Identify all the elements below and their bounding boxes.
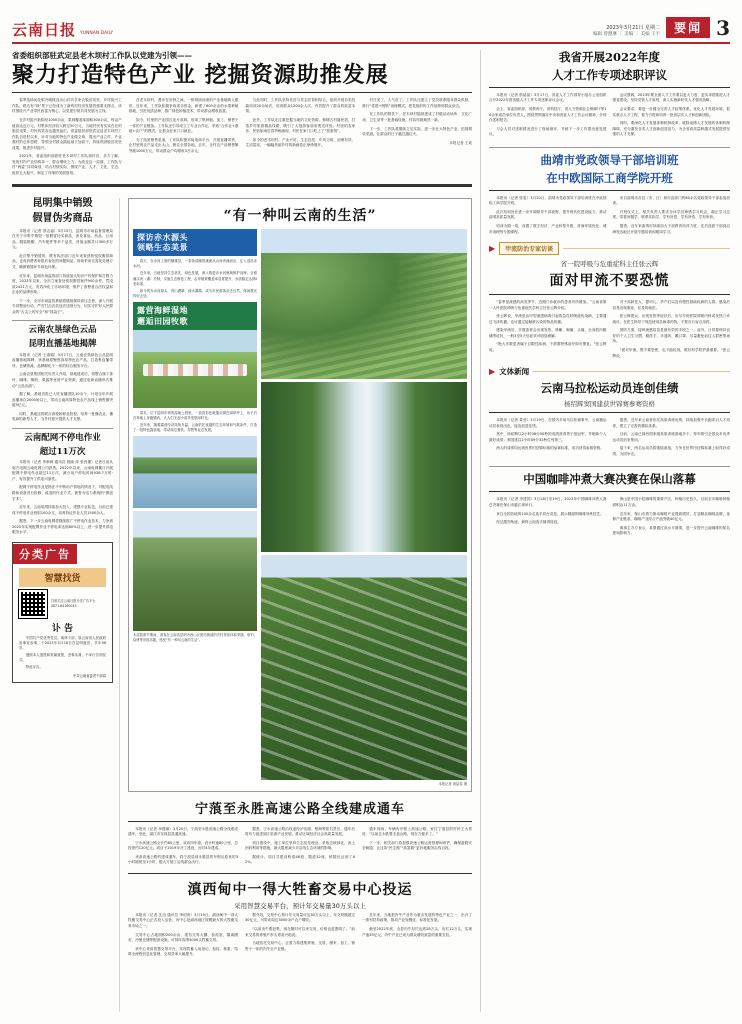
lead-column-2 bbox=[129, 98, 239, 179]
paragraph: 对于高龄老人、婴幼儿、孕产妇以及有慢性基础疾病的人群，感染后容易出现重症，应及时就医。 bbox=[612, 300, 730, 310]
divider bbox=[489, 412, 730, 413]
divider bbox=[563, 248, 730, 249]
ads-phone: 0871-64160045 bbox=[51, 603, 77, 608]
ads-banner-sub: 扫码关注云南日报分类广告平台 bbox=[51, 599, 96, 604]
paragraph: 目前，云南已拥有国家级高原训练基地多个，每年吸引全国众多优秀运动员前来集训。 bbox=[612, 432, 730, 442]
paragraph: 周末，位于昆明市郊的湿地公园里，一顶顶彩色帐篷点缀在绿草坪上，孩子们在草地上奔跑嬉戏，大人们支起小桌享受悠闲时光。 bbox=[133, 410, 257, 420]
paragraph: 近年来，当地把肉牛产业作为重点发展的特色产业之一，出台了一系列扶持政策，推动产业规模化、标准化发展。 bbox=[362, 912, 472, 923]
photo-waterfall bbox=[261, 382, 467, 552]
article-column-1 bbox=[489, 300, 607, 362]
paragraph: 据统计，项目共建设桥梁48座、隧道12座，桥隧比达到了62%。 bbox=[245, 854, 355, 865]
issue-date: 2023年3月21日 星期二 bbox=[606, 24, 661, 31]
paragraph: 本报讯（记者 李承韩 通讯员 段晓 萍 张晋婕）记者日前从南方电网云南电网公司获悉，2022年以来，云南电网累计开展配网不停电作业超过11万次，减少用户停电时间938.7万时·户，有效提升了供电可靠性。 bbox=[12, 460, 113, 481]
article-column-1 bbox=[128, 827, 238, 869]
paragraph: 据介绍，交易中心预计年交易量可达30万头以上，年交易额超过30亿元，可带动周边3000余户农户增收。 bbox=[245, 912, 355, 923]
photo-caption: 本届旅游节期间，游客在云南省昆明市西山区团结街道的乡村民宿体验采摘、垂钓、烧烤等田园乐趣，感受“有一种叫云南的生活”。 bbox=[133, 633, 257, 642]
brief-headline-line1: 云南农垦绿色云品 bbox=[28, 325, 97, 336]
paragraph: 两人的成绩均达到世界田径锦标赛的参赛标准，成功获得参赛资格。 bbox=[496, 446, 604, 451]
paragraph: 如今，村里的产业园区连片成林，形成了集种植、加工、销售于一体的产业链条。工作队还引导成立了专业合作社，采取“合作社+基地+农户”的模式，让群众在家门口就业。 bbox=[128, 117, 239, 134]
lead-headline: 聚力打造特色产业 挖掘资源助推发展 bbox=[12, 62, 389, 88]
brief-headline-line2: 超过11万次 bbox=[39, 446, 86, 457]
section-tag-flu bbox=[489, 242, 730, 255]
article-column-2 bbox=[613, 497, 731, 539]
classified-ads-box bbox=[12, 542, 113, 683]
section-label: 文体新闻 bbox=[499, 367, 530, 377]
page-number: 3 bbox=[716, 16, 730, 40]
article-column-2 bbox=[245, 827, 355, 869]
article-talent-review bbox=[489, 50, 730, 141]
paragraph: 据悉，近年来曲靖市持续加大干部教育培训力度，先后选派干部到沿海发达地区开展专题培训和跟岗学习。 bbox=[612, 223, 730, 234]
publication-logo: 云南日报 bbox=[12, 21, 77, 39]
paragraph: 下一步，全市市场监管系统将继续保持高压态势，深入开展专项整治行动，严厉打击各类违法违规行为，切实守护好人民群众的“舌尖上的安全”和“钱袋子”。 bbox=[12, 298, 113, 314]
paragraph: 接下来，两名运动员将继续备战，力争在世界田径锦标赛上取得好成绩，为国争光。 bbox=[612, 446, 730, 456]
article-qujing-training bbox=[489, 153, 730, 238]
feature-right-column bbox=[261, 229, 467, 787]
page-body bbox=[12, 50, 730, 1012]
article-headline: 中国咖啡冲煮大赛决赛在保山落幕 bbox=[523, 472, 696, 487]
article-headline: 滇西甸中一得大牲畜交易中心投运 bbox=[187, 881, 413, 898]
paragraph: 交易中心占地面积200余亩，建有交易大棚、检疫室、隔离圈舍、冷链仓储等配套设施，可同时容纳5000头牲畜交易。 bbox=[128, 932, 238, 943]
paragraph: 此次培训旨在进一步开阔领导干部视野，提升现代化建设能力，推动曲靖高质量发展。 bbox=[489, 209, 607, 220]
paragraph: 本报讯（记者 沈迅 通讯员 李绍贵）3月19日，滇西甸中一得大牲畜交易中心正式投入运营，该中心是滇西地区规模最大的大牲畜交易市场之一。 bbox=[128, 912, 238, 929]
lead-column-3 bbox=[246, 98, 356, 179]
paragraph: 春天，赤水河上游的镇雄县，一条条清澈的溪流从山间奔涌而出，汇入滔滔赤水河。 bbox=[133, 259, 257, 269]
article-headline: 宁蒗至永胜高速公路全线建成通车 bbox=[194, 801, 405, 817]
paragraph: “春季是流感的高发季节，近期门诊就诊的患者有所增加。”云南省第一人民医院呼吸与危重症医学科主任张云辉介绍。 bbox=[489, 300, 607, 310]
brief-headline-line1: 云南配网不停电作业 bbox=[24, 432, 101, 443]
photo-forest-trail bbox=[261, 555, 467, 780]
article-flu-interview bbox=[489, 259, 730, 362]
divider bbox=[489, 190, 730, 191]
photo-camping-wetland bbox=[133, 330, 257, 408]
divider bbox=[489, 294, 730, 295]
paragraph: 近年来，随着露营经济持续升温，云南依托优越的生态环境和气候条件，打造了一批特色露营地，带动周边餐饮、零售等业态发展。 bbox=[133, 422, 257, 432]
paragraph: 配网不停电作业是指在不中断用户供电的情况下，对配电线路和设备进行检修、改造的作业方式，被誉为电力系统的“微创手术”。 bbox=[12, 485, 113, 501]
paragraph: 本报讯（记者 李建国）3月18日至19日，2023年中国咖啡冲煮大赛总决赛在保山市潞江坝举行。 bbox=[489, 497, 607, 507]
classified-ads-body bbox=[13, 564, 112, 682]
paragraph: 春季造绿闲花银冷暖桃连出山村共享来农脱贫攻坚，乡村振兴工作队，路边有“绿”景下已经成为了新的村经济发展的重要支撑点，该村围绕兴产业带民致富为核心，以党建引领共同发展为主线。 bbox=[12, 98, 122, 114]
brief-article-2 bbox=[12, 325, 113, 422]
article-headline-line2: 人才工作专项述职评议 bbox=[552, 67, 667, 82]
paragraph: 赛事主办方表示，希望通过高水平赛事，进一步提升云南咖啡的知名度和影响力。 bbox=[612, 525, 730, 536]
article-column-2 bbox=[613, 196, 731, 238]
article-headline-line1: 云南马拉松运动员连创佳绩 bbox=[540, 381, 679, 396]
paragraph: 此次集中销毁的，既有执法部门近年来查获的侵权假冒商品，也有消费者举报后查处的问题商品。现场采用无害化处理方式，确保销毁环节绿色环保。 bbox=[12, 253, 113, 269]
paragraph: 中国共产党优秀党员、离休干部，原云南省人民政府参事室参事，于2023年3月18日在昆明逝世，享年96岁。 bbox=[19, 635, 106, 651]
article-ninglang-highway bbox=[128, 798, 472, 869]
paragraph: 开班仪式上，相关负责人要求全体学员珍惜学习机会，端正学习态度，带着问题学、联系实际学，学有所思、学有所悟、学有所获。 bbox=[612, 209, 730, 220]
divider bbox=[489, 87, 730, 88]
band-line1: 探访赤水源头 bbox=[137, 231, 188, 242]
ads-banner-title: 智慧找货 bbox=[44, 573, 81, 584]
article-column-3 bbox=[362, 827, 472, 869]
article-subheadline: 采用智慧交易平台，预计年交易量30万头以上 bbox=[234, 901, 366, 910]
article-headline: 面对甲流不要恐慌 bbox=[549, 273, 670, 290]
section-badge: 要闻 bbox=[666, 17, 710, 38]
left-region bbox=[12, 50, 472, 1012]
paragraph: 如今的老木坝村，产业兴旺、生态宜居、乡风文明、治理有效、生活富裕，一幅幅美丽乡村的新画卷正徐徐展开。 bbox=[245, 137, 356, 148]
brief-headline-line2: 假冒伪劣商品 bbox=[32, 213, 93, 225]
divider bbox=[489, 147, 730, 148]
paragraph: “绝大多数患者属于自限性疾病，不需要特殊治疗即可康复。”张云辉说。 bbox=[489, 342, 607, 352]
divider bbox=[128, 821, 472, 822]
paragraph: 与此同时，工作队坚持扶贫与扶志扶智相结合，组织开展各类技能培训20余场次，培训群众1200余人次，有效提升了群众的致富本领。 bbox=[245, 98, 356, 114]
divider bbox=[489, 491, 730, 492]
paragraph: 培训为期一周，设置了数字经济、产业转型升级、营商环境优化、城市治理等专题课程。 bbox=[489, 223, 607, 234]
divider bbox=[489, 466, 730, 467]
paragraph: 近年来，保山市着力推动咖啡产业提质增效，打造精品咖啡品牌，延伸产业链条，咖啡产业综合产值突破40亿元。 bbox=[612, 511, 730, 522]
paragraph: 村庄美了，人气旺了。工作队还建立了党员联系服务群众机制，推行“党建+网格”治理模式，把党组织的工作延伸到群众身边。 bbox=[362, 98, 472, 108]
paragraph: 经过激烈角逐，最终云南选手摘得桂冠。 bbox=[496, 520, 561, 525]
article-column-1 bbox=[489, 93, 607, 141]
classified-ads-header: 分类广告 bbox=[13, 544, 77, 564]
band-line2: 领略生态美景 bbox=[137, 242, 188, 253]
feature-band-2 bbox=[133, 302, 257, 330]
masthead-right bbox=[593, 17, 730, 38]
photo-credit: 本报记者 黄喆春 摄 bbox=[438, 781, 467, 786]
paragraph: 该中心采用智慧交易平台，实现牲畜入场登记、检疫、称重、结算全流程信息化管理，交易效率大幅提升。 bbox=[128, 946, 238, 957]
article-coffee-brewing bbox=[489, 472, 730, 539]
paragraph: 2021年，省委组织部派驻老木坝村工作队到村后，多方了解，发现村内产业结构单一，群众增收乏力。为改变这一局面，工作队与村“两委”共同谋划，结合村情实际，围绕产业、人才、文化、生态、组织五大振兴，制定了详细的发展规划。 bbox=[12, 154, 122, 176]
paragraph: 下一步，相关部门将加强高速公路运营管理和养护，确保道路安全畅通，让这条“民生路”“致富路”更好地服务沿线百姓。 bbox=[362, 840, 472, 851]
paragraph: 此外，工作队还注重挖掘当地的文化资源，修缮古村落民居，打造乡村旅游精品线路，吸引了大批游客前来观光体验。村里的农家乐、民宿如雨后春笋般涌现，村民在家门口吃上了“旅游饭”。 bbox=[245, 117, 356, 134]
paragraph: 来自全国各地的100余名选手同台竞技，展示精湛的咖啡冲煮技艺。 bbox=[496, 511, 604, 516]
right-region bbox=[480, 50, 730, 1012]
paragraph: 如今的赤水河源头，青山叠翠、绿水潺潺，成为市民游客亲近自然、休闲观光的好去处。 bbox=[133, 288, 257, 298]
paragraph: 本报讯（记者 王淑娟）3月17日，云南农垦绿色云品昆明直播基地揭牌，该基地将聚焦高原特色农产品，打造集直播带货、仓储物流、品牌孵化于一体的综合服务平台。 bbox=[12, 352, 113, 368]
paragraph: 为了拓宽销售渠道，工作队积极对接电商平台，开展直播带货，让村里的农产品走出大山，销往全国各地。去年，全村农产品销售额突破1000万元，带动群众户均增收3万余元。 bbox=[128, 137, 239, 153]
article-column-2 bbox=[613, 418, 731, 460]
brief-headline-line1: 昆明集中销毁 bbox=[32, 197, 93, 209]
paragraph: 本报讯（记者 李捷瑜）3月20日，宁蒗至永胜高速公路全线建成通车，至此，丽江市实现县县通高速。 bbox=[128, 826, 238, 837]
divider bbox=[12, 320, 113, 321]
paragraph: 宁永高速公路全长约80公里，双向四车道，设计时速80公里，总投资约120亿元。项目于2019年开工建设，历时4年建成。 bbox=[128, 840, 238, 851]
triangle-marker-icon: ▶ bbox=[489, 244, 496, 254]
editor-credits: 编辑 曾滟淋 ｜ 美编 ｜ 美编 王宇 bbox=[592, 31, 661, 37]
article-kicker: 省一院呼吸与危重症科主任张云辉 bbox=[560, 260, 659, 269]
paragraph: 特此讣告。 bbox=[25, 665, 43, 670]
paragraph: 会议要求，要进一步健全完善人才政策体系，优化人才发展环境，抓实重点人才工程，着力引进和培养一批高层次人才和创新团队。 bbox=[612, 107, 730, 117]
publication-logo-sub: YUNNAN DAILY bbox=[80, 31, 114, 37]
paragraph: 下一步，工作队将继续立足实际，进一步壮大特色产业，拓展增收渠道，让群众的日子越过越红火。 bbox=[362, 126, 472, 137]
qr-code-icon bbox=[19, 590, 47, 618]
article-column-2 bbox=[245, 913, 355, 961]
article-subheadline: 杨绍辉窦国建获世锦赛参赛资格 bbox=[564, 400, 655, 409]
paragraph: 通车现场，车辆有序驶上高速公路。家住宁蒗县的村民王大哥说：“以前去永胜要走盘山路，现在方便多了。” bbox=[362, 826, 472, 837]
paragraph: “面对甲流，既不要恐慌，也不能轻视，做好科学防护最重要。”张云辉说。 bbox=[612, 348, 730, 358]
article-column-2 bbox=[613, 93, 731, 141]
brief-headline-line2: 昆明直播基地揭牌 bbox=[28, 339, 97, 350]
paragraph: 在乡村振兴新阶段1000余亩，果林覆盖率面积300余亩，每亩产值高达近万元，村集体经济收入跨过50万元，当地村民有实实在在的脱贫成果，村民的笑容也越发灿烂。省委组织部驻武定县老木坝村工作队自进驻以来，针对当地的特色产业做文章，提出产业立村、产业强村的总体思路，带领全村群众撸起袖子加油干，持续巩固脱贫攻坚成果，推进乡村振兴。 bbox=[12, 117, 122, 150]
article-column-1 bbox=[489, 418, 607, 460]
paragraph: 感染甲流后，多数患者会出现发热、咳嗽、咽痛、头痛、全身肌肉酸痛等症状，一般3至5天后症状可明显缓解。 bbox=[489, 328, 607, 338]
article-headline-line2: 在中欧国际工商学院开班 bbox=[546, 170, 673, 185]
band-line1: 露营海鲜湿地 bbox=[137, 304, 188, 315]
divider bbox=[128, 873, 472, 874]
paragraph: “以前卖牛要赶集，现在随时可以来交易，价格也更透明了。”前来交易的养殖户李大哥高兴地说。 bbox=[245, 927, 355, 937]
paragraph: 张云辉建议，出现发热等症状后，应尽早到医院呼吸内科或发热门诊就诊，在医生指导下规范使用抗病毒药物，不要自行盲目用药。 bbox=[612, 314, 730, 324]
article-column-3 bbox=[362, 913, 472, 961]
paragraph: 在老木坝村，漫步在田野之间，一排排绿油油的产业基地映入眼帘。近年来，工作队积极争取项目资金，新建了600余亩的水果种植基地，引进优质品种，推广绿色种植技术，带动群众增收致富。 bbox=[128, 98, 239, 114]
paragraph: 近年来，云南电网持续加大投入，建强专业队伍，目前已建成不停电作业班组100余支，培养持证作业人员1500余人。 bbox=[12, 505, 113, 515]
paragraph: 保山是中国小粒咖啡的重要产区，种植历史悠久，目前全市咖啡种植面积达11万亩。 bbox=[612, 497, 730, 507]
lead-column-4 bbox=[362, 98, 472, 179]
paragraph: 据了解，基地首批已入驻直播团队10余个，计划全年开展直播场次2000场以上，带动云南高原特色农产品线上销售额突破5亿元。 bbox=[12, 392, 113, 408]
brief-article-3 bbox=[12, 433, 113, 536]
paragraph: 当地依托交易中心，正着力构建集养殖、交易、屠宰、加工、销售于一体的肉牛全产业链。 bbox=[245, 941, 355, 951]
paragraph: 项目建设中，施工单位坚持生态优先理念，采取边坡绿化、表土回收利用等措施，最大限度减少对沿线生态环境的影响。 bbox=[245, 840, 355, 851]
left-lower bbox=[12, 198, 472, 1012]
paragraph: 其中，杨绍辉以2小时08分50秒的成绩获得男子组冠军，并刷新个人最好成绩；窦国建以2小时09分32秒位列第三。 bbox=[489, 432, 607, 442]
photo-lake bbox=[133, 436, 257, 508]
article-headline-line1: 曲靖市党政领导干部培训班 bbox=[540, 152, 679, 167]
section-tag-culture-sports bbox=[489, 366, 730, 377]
paragraph: 在工作队的帮扶下，老木坝村陆续建成了村级活动场所、文化广场、卫生室等一批基础设施，村容村貌焕然一新。 bbox=[362, 112, 472, 122]
article-column-1 bbox=[489, 196, 607, 238]
article-livestock-market bbox=[128, 879, 472, 961]
lead-column-1 bbox=[12, 98, 122, 179]
feature-left-column bbox=[133, 229, 257, 787]
paragraph: 来自曲靖市各县（市、区）和市直部门的60余名党政领导干部参加培训。 bbox=[612, 195, 730, 206]
feature-band-1 bbox=[133, 229, 257, 257]
paragraph: 近年来，昆明市场监管部门持续加大知识产权保护和打假力度，2022年以来，全市立案查处侵权假冒案件900余件，罚没款2421万元，有效净化了市场环境，维护了消费者合法权益和企业的品牌形象。 bbox=[12, 273, 113, 295]
brief-article-1 bbox=[12, 198, 113, 316]
paragraph: 本报讯（记者 张雯）3月20日，曲靖市党政领导干部培训班在中欧国际工商学院开班。 bbox=[489, 195, 607, 206]
lead-byline: 本报记者 王欢 bbox=[449, 140, 472, 145]
divider bbox=[12, 428, 113, 429]
lead-kicker: 省委组织部驻武定县老木坝村工作队以党建为引领—— bbox=[12, 51, 192, 60]
paragraph: 张云辉说，甲流是由甲型流感病毒引起的急性呼吸道传染病，主要通过飞沫传播，也可通过接触被污染的物品传播。 bbox=[489, 314, 607, 324]
briefs-column bbox=[12, 198, 120, 1012]
section-tag-label: 甲流防治专家访谈 bbox=[499, 242, 559, 255]
photo-feature bbox=[128, 198, 472, 792]
paragraph: 同时，要深化人才发展体制机制改革，破除束缚人才发展的体制机制障碍，充分激发各类人才创新创造活力，为全省高质量跨越式发展提供坚强的人才支撑。 bbox=[612, 121, 730, 137]
ads-item-signature: 中共云南省委老干部局 bbox=[73, 673, 106, 678]
paragraph: 据悉，宁永高速公路沿线途经泸沽湖、程海等知名景区，通车后将有力促进丽江旅游产业发展，推动区域经济社会高质量发展。 bbox=[245, 826, 355, 837]
paragraph: 与会人员对述职情况进行了现场测评，并就下一步工作提出意见建议。 bbox=[489, 126, 607, 137]
band-line2: 邂逅田园牧歌 bbox=[137, 315, 188, 326]
feature-body bbox=[133, 229, 467, 787]
photo-mountain-terrace bbox=[261, 229, 467, 379]
feature-headline: “有一种叫云南的生活” bbox=[223, 207, 377, 224]
paragraph: 同时，基地还将联合高校和职业院校，培养一批懂农业、懂电商的新型人才，为乡村振兴提供人才支撑。 bbox=[12, 411, 113, 422]
divider bbox=[12, 184, 472, 187]
lead-article bbox=[12, 50, 472, 180]
paragraph: 会议强调，2023年要全面人才工作要以更大力度、更实举措推进人才强省建设，坚持党管人才原则，深入实施新时代人才强省战略。 bbox=[612, 92, 730, 103]
divider bbox=[12, 92, 472, 93]
paragraph: 预防方面，接种流感疫苗是最有效的手段之一。此外，日常要保持良好的个人卫生习惯，勤洗手、多通风、戴口罩，尽量避免前往人群密集场所。 bbox=[612, 328, 730, 344]
masthead-meta bbox=[593, 25, 660, 38]
paragraph: 云南农垦集团相关负责人介绍，基地建成后，将整合旗下茶叶、咖啡、橡胶、果蔬等优势产业资源，通过电商直播形式推动“云品出滇”。 bbox=[12, 372, 113, 388]
paragraph: 据悉，下一步云南电网将继续推广不停电作业技术，力争到2025年实现配网作业不停电率达到80%以上，进一步提升供电服务水平。 bbox=[12, 519, 113, 535]
masthead-logo-group bbox=[12, 23, 113, 38]
article-headline-line1: 我省开展2022年度 bbox=[558, 50, 660, 64]
paragraph: 本报讯（记者 茶志福）3月15日，昆明市市场监督管理局在安宁市集中销毁一批假冒伪劣商品，涉及食品、药品、日用品、服装鞋帽、汽车配件等多个品类，货值金额共计300多万元。 bbox=[12, 228, 113, 250]
ads-item-title: 讣 告 bbox=[51, 623, 74, 634]
article-column-1 bbox=[489, 497, 607, 539]
paragraph: 该条高速公路的建成通车，将宁蒗县到永胜县的车程从原来的3小时缩短至1小时，极大方便了沿线群众出行。 bbox=[128, 854, 238, 865]
paragraph: 截至2022年底，全县肉牛存栏达到28万头，出栏12万头，实现产值35亿元，肉牛产业已成为群众增收致富的重要支柱。 bbox=[362, 927, 472, 937]
article-column-1 bbox=[128, 913, 238, 961]
paragraph: 本报讯（记者 郎晶晶）3月17日，省委人才工作领导小组办公室组织召开2022年度省级人才工作专项述职评议会议。 bbox=[489, 92, 607, 103]
article-column-2 bbox=[613, 300, 731, 362]
divider bbox=[533, 371, 730, 372]
paragraph: 会上，省委组织部、省教育厅、省科技厅、省人力资源社会保障厅等10余家成员单位负责人，围绕贯彻落实中央和省委人才工作会议精神，分别作述职报告。 bbox=[489, 107, 607, 123]
article-marathon bbox=[489, 381, 730, 460]
photo-village bbox=[133, 511, 257, 631]
triangle-marker-icon: ▶ bbox=[489, 367, 496, 377]
paragraph: 本报讯（记者 娄莹）3月19日，在国内多场马拉松赛事中，云南籍运动员表现出色，接连创造佳绩。 bbox=[489, 418, 607, 428]
masthead bbox=[12, 10, 730, 44]
paragraph: 据悉，近年来云南省依托高原训练优势，持续加强中长跑项目人才培养，建立了完善的梯队体系。 bbox=[612, 418, 730, 428]
paragraph: 遵照本人遗愿和家属意愿，丧事从简，不举行告别仪式。 bbox=[19, 653, 106, 663]
paragraph: 近年来，当地坚持生态优先、绿色发展，深入推进赤水河流域保护治理，全面落实河（湖）长制，实施生态修复工程，沿岸植被覆盖率显著提升，水质稳定达到Ⅱ类标准。 bbox=[133, 271, 257, 286]
lead-columns bbox=[12, 98, 472, 179]
feature-column bbox=[128, 198, 472, 1012]
